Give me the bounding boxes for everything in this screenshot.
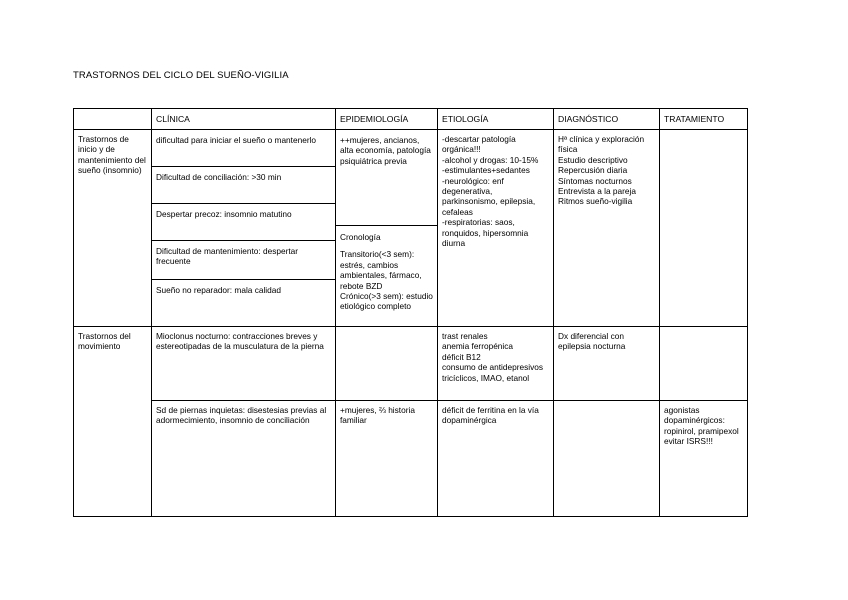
header-tratamiento: TRATAMIENTO [660,109,748,130]
epidemiologia-top: ++mujeres, ancianos, alta economía, patología psiquiátrica previa [336,130,437,226]
piernas-epidemiologia: +mujeres, ⅔ historia familiar [336,401,438,517]
clinica-item: Sueño no reparador: mala calidad [156,285,281,295]
cronologia-title: Cronología [340,232,381,242]
header-row [74,109,748,130]
piernas-row [74,401,748,517]
clinica-item: dificultad para iniciar el sueño o mantenerlo [152,130,335,167]
insomnio-tratamiento [660,130,748,327]
header-epidemiologia: EPIDEMIOLOGÍA [336,109,438,130]
mioclonus-epidemiologia [336,327,438,401]
mioclonus-clinica: Mioclonus nocturno: contracciones breves y estereotipadas de la musculatura de la pierna [152,327,336,401]
header-etiologia: ETIOLOGÍA [438,109,554,130]
piernas-etiologia: déficit de ferritina en la vía dopaminérgica [438,401,554,517]
clinica-item: Despertar precoz: insomnio matutino [152,204,335,241]
mioclonus-diagnostico: Dx diferencial con epilepsia nocturna [554,327,660,401]
header-empty [74,109,152,130]
header-diagnostico: DIAGNÓSTICO [554,109,660,130]
movimiento-label: Trastornos del movimiento [74,327,152,517]
clinica-item: Dificultad de mantenimiento: despertar frecuente [152,241,335,280]
insomnio-row [74,130,748,327]
sleep-disorders-table [73,108,748,517]
piernas-tratamiento: agonistas dopaminérgicos: ropinirol, pramipexol evitar ISRS!!! [660,401,748,517]
clinica-item: Dificultad de conciliación: >30 min [152,167,335,204]
document-title: TRASTORNOS DEL CICLO DEL SUEÑO-VIGILIA [73,70,289,81]
insomnio-label: Trastornos de inicio y de mantenimiento del sueño (insomnio) [74,130,152,327]
insomnio-diagnostico: Hª clínica y exploración física Estudio descriptivo Repercusión diaria Síntomas nocturnos Entrevista a la pareja Ritmos sueño-vigilia [554,130,660,327]
insomnio-etiologia: -descartar patología orgánica!!! -alcohol y drogas: 10-15% -estimulantes+sedantes -neurológico: enf degenerativa, parkinsonismo, epilepsia, cefaleas -respiratorias: saos, ronquidos, hipersomnia diurna [438,130,554,327]
piernas-clinica: Sd de piernas inquietas: disestesias previas al adormecimiento, insomnio de conciliación [152,401,336,517]
cronologia-text: Transitorio(<3 sem): estrés, cambios ambientales, fármaco, rebote BZD Crónico(>3 sem): estudio etiológico completo [340,249,433,312]
header-clinica: CLÍNICA [152,109,336,130]
mioclonus-row [74,327,748,401]
piernas-diagnostico [554,401,660,517]
insomnio-epidemiologia-cell [336,130,438,327]
mioclonus-etiologia: trast renales anemia ferropénica déficit B12 consumo de antidepresivos tricíclicos, IMAO, etanol [438,327,554,401]
mioclonus-tratamiento [660,327,748,401]
insomnio-clinica-cell [152,130,336,327]
